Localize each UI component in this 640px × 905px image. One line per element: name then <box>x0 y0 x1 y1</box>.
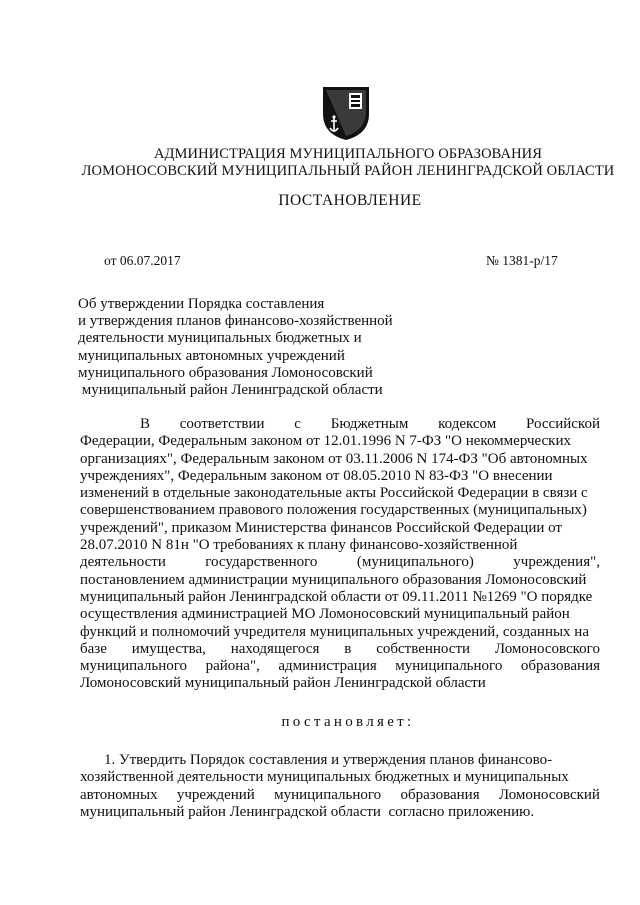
preamble-line: 28.07.2010 N 81н "О требованиях к плану финансово-хозяйственной <box>80 537 518 554</box>
document-date: от 06.07.2017 <box>104 253 181 268</box>
document-type-title: ПОСТАНОВЛЕНИЕ <box>278 192 422 209</box>
org-name-line-2: ЛОМОНОСОВСКИЙ МУНИЦИПАЛЬНЫЙ РАЙОН ЛЕНИНГРАДСКОЙ ОБЛАСТИ <box>81 163 615 179</box>
subject-line: Об утверждении Порядка составления <box>78 296 325 312</box>
subject-line: деятельности муниципальных бюджетных и <box>78 330 362 347</box>
subject-line: муниципальный район Ленинградской области <box>78 382 383 399</box>
preamble-line: муниципальный район Ленинградской области от 09.11.2011 №1269 "О порядке <box>80 588 593 605</box>
subject-line: и утверждения планов финансово-хозяйственной <box>78 313 393 330</box>
preamble-line: организациях", Федеральным законом от 03.11.2006 N 174-ФЗ "Об автономных <box>80 450 588 467</box>
subject-line: муниципальных автономных учреждений <box>78 347 345 364</box>
org-name-line-1: АДМИНИСТРАЦИЯ МУНИЦИПАЛЬНОГО ОБРАЗОВАНИЯ <box>153 146 543 162</box>
decree-word: постановляет: <box>281 714 415 730</box>
preamble-line: Федерации, Федеральным законом от 12.01.1996 N 7-ФЗ "О некоммерческих <box>80 433 571 450</box>
item-1 <box>80 752 600 821</box>
preamble-line: изменений в отдельные законодательные акты Российской Федерации в связи с <box>80 485 588 502</box>
preamble-line: учреждений", приказом Министерства финансов Российской Федерации от <box>80 519 562 536</box>
item-line: хозяйственной деятельности муниципальных бюджетных и муниципальных <box>80 769 569 786</box>
coat-of-arms-icon <box>320 84 372 142</box>
preamble-line: муниципального района", администрация муниципального образования <box>80 658 600 675</box>
preamble-line: учреждениях", Федеральным законом от 08.05.2010 N 83-ФЗ "О внесении <box>80 467 553 484</box>
preamble-line: постановлением администрации муниципального образования Ломоносовский <box>80 571 587 588</box>
subject-line: муниципального образования Ломоносовский <box>78 364 373 381</box>
item-line: автономных учреждений муниципального образования Ломоносовский <box>80 786 600 803</box>
preamble-line: осуществления администрацией МО Ломоносовский муниципальный район <box>80 606 570 623</box>
item-line: муниципальный район Ленинградской области согласно приложению. <box>80 803 535 820</box>
preamble-line: деятельности государственного (муниципального) учреждения", <box>80 554 600 571</box>
document-subject <box>78 296 393 399</box>
preamble-line: В соответствии с Бюджетным кодексом Российской <box>140 416 600 432</box>
preamble-line: функций и полномочий учредителя муниципальных учреждений, созданных на <box>80 623 589 640</box>
preamble-paragraph <box>80 416 600 693</box>
preamble-line: совершенствованием правового положения государственных (муниципальных) <box>80 502 587 519</box>
preamble-line: базе имущества, находящегося в собственности Ломоносовского <box>80 640 600 657</box>
preamble-line: Ломоносовский муниципальный район Ленинградской области <box>80 675 486 692</box>
document-number: № 1381-р/17 <box>486 253 558 268</box>
item-line: 1. Утвердить Порядок составления и утверждения планов финансово- <box>104 752 553 768</box>
